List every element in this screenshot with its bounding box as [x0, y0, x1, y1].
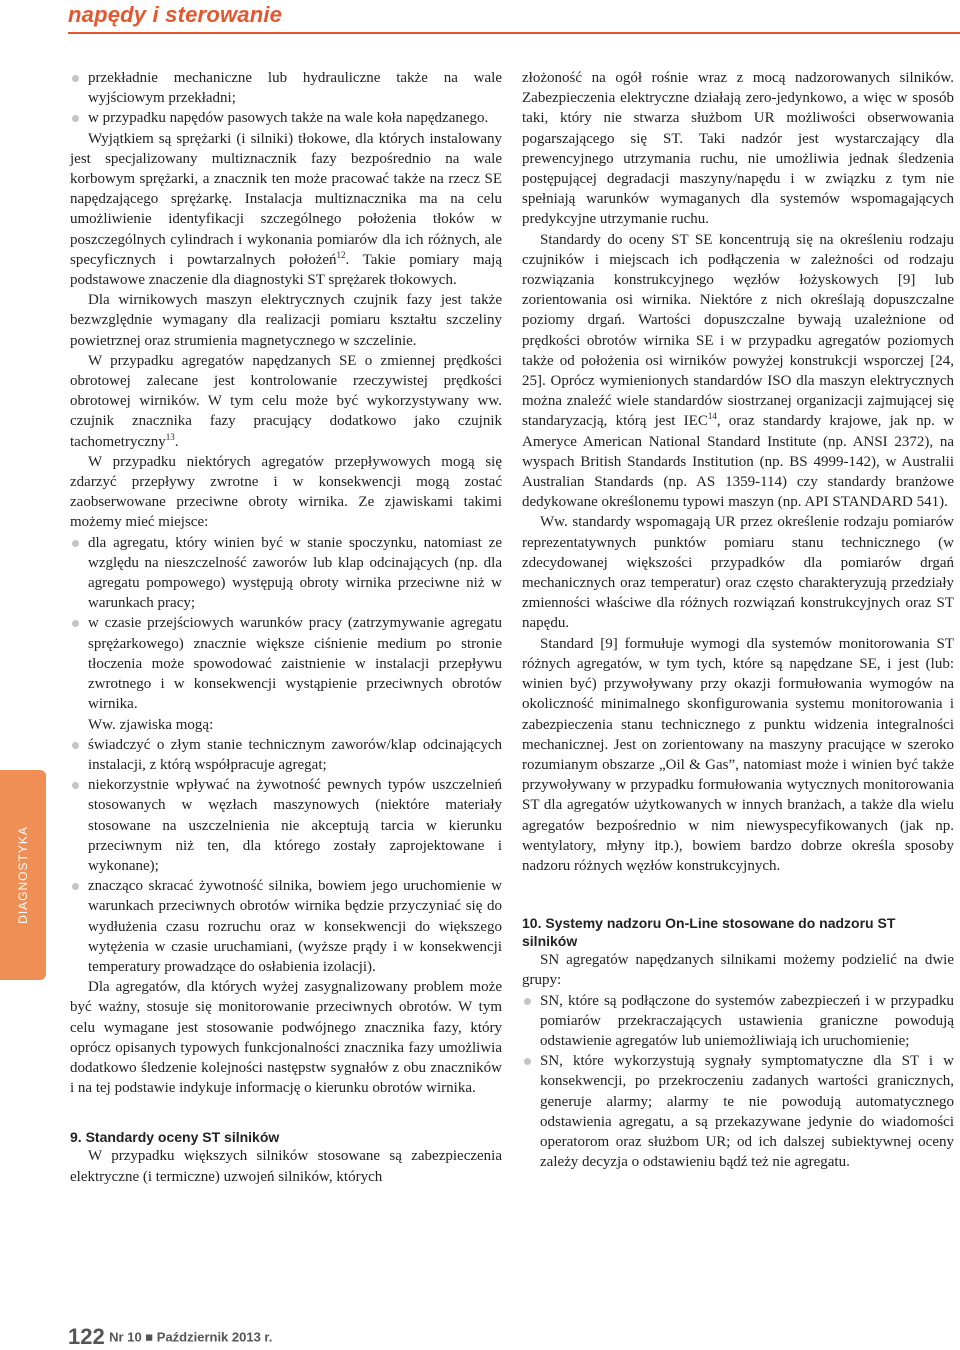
- list-item: dla agregatu, który winien być w stanie spoczynku, natomiast ze względu na nieszczelność zaworów lub klap odcinających (np. dla agregatu pompowego) występują obroty wirnika przeciwne niż w warunkach pracy;: [70, 533, 502, 614]
- list-item: SN, które wykorzystują sygnały symptomatyczne dla ST i w konsekwencji, po przekroczeniu zadanych wartości granicznych, generuje alarmy; alarmy te nie powodują automatycznego odstawienia agregatu, a są przekazywane jedynie do wiadomości operatorom oraz służbom UR; od ich dalszej subiektywnej oceny zależy decyzja o odstawieniu bądź też nie agregatu.: [522, 1051, 954, 1172]
- side-category-tab: [0, 770, 46, 980]
- paragraph: SN agregatów napędzanych silnikami możemy podzielić na dwie grupy:: [522, 952, 954, 989]
- paragraph-text: .: [174, 433, 179, 450]
- header-divider: [68, 32, 960, 34]
- paragraph-text: . Takie pomiary mają podstawowe znaczenie dla diagnostyki ST sprężarek tłokowych.: [70, 251, 503, 289]
- list-item: świadczyć o złym stanie technicznym zaworów/klap odcinających instalacji, z którą współpracuje agregat;: [70, 735, 502, 775]
- paragraph: Standard [9] formułuje wymogi dla systemów monitorowania ST różnych agregatów, w tym tych, które są napędzane SE, i jest (lub: winien być) przywoływany przy okazji formułowania wymogów na okoliczność minimalnego skonfigurowania systemu monitorowania i zabezpieczenia stanu technicznego z punktu widzenia integralności mechanicznej. Jest on zorientowany na maszyny pracujące w szeroko rozumianym obszarze „Oil & Gas”, natomiast może i winien być także przywoływany w przypadku formułowania wytycznych monitorowania ST dla agregatów użytkowanych w innych branżach, a także dla wielu agregatów bezpośrednio w nim niewyspecyfikowanych (jak np. wentylatory, młyny itp.), bowiem bardzo dobrze określa sposoby nadzoru różnych węzłów konstrukcyjnych.: [522, 635, 954, 874]
- paragraph-text: W przypadku agregatów napędzanych SE o zmiennej prędkości obrotowej zalecane jest kontrolowanie rzeczywistej prędkości obrotowej wirników. W tym celu może być wykorzystywany ww. czujnik znacznika fazy pracujący dodatkowo jako czujnik tachometryczny: [70, 352, 502, 450]
- paragraph-text: Standardy do oceny ST SE koncentrują się na określeniu rodzaju czujników i miejscach ich podłączenia w zależności od rodzaju rozwiązania konstrukcyjnego węzłów łożyskowych [9] lub zorientowania osi wirnika. Niektóre z nich określają dopuszczalne poziomy drgań. Wartości dopuszczalne bywają uzależnione od prędkości obrotów wirnika SE i w przypadku agregatów poziomych także od położenia osi wirników powyżej konstrukcji wsporczej [24, 25]. Oprócz wymienionych standardów ISO dla maszyn elektrycznych można znaleźć wiele standardów siostrzanej organizacji zajmującej się standaryzacją, którą jest IEC: [522, 231, 954, 430]
- footnote-ref: 13: [165, 431, 175, 442]
- list-item: SN, które są podłączone do systemów zabezpieczeń i w przypadku pomiarów przekraczających ustawienia graniczne powodują odstawienie agregatów lub uniemożliwiają ich uruchomienie;: [522, 991, 954, 1052]
- paragraph: W przypadku niektórych agregatów przepływowych mogą się zdarzyć przepływy zwrotne i w konsekwencji mogą zostać zaobserwowane przeciwne obroty wirnika. Ze zjawiskami takimi możemy mieć miejsce:: [70, 453, 502, 531]
- list-item: w przypadku napędów pasowych także na wale koła napędzanego.: [70, 108, 502, 128]
- paragraph: [522, 230, 954, 513]
- bullet-list-top: [70, 68, 502, 129]
- paragraph: Dla agregatów, dla których wyżej zasygnalizowany problem może być ważny, stosuje się monitorowanie przeciwnych obrotów. W tym celu wymagane jest stosowanie podwójnego znacznika fazy, który oprócz opisanych typowych funkcjonalności znacznika fazy umożliwia dodatkowo śledzenie kolejności następstw sygnałów z obu znaczników i na tej podstawie indykuje informację o kierunku obrotów wirnika.: [70, 979, 502, 1097]
- paragraph: Ww. zjawiska mogą:: [88, 716, 214, 733]
- bullet-list-right: [522, 991, 954, 1173]
- page-number: 122: [68, 1324, 105, 1349]
- section-header-title: napędy i sterowanie: [68, 2, 283, 27]
- list-item: w czasie przejściowych warunków pracy (zatrzymywanie agregatu sprężarkowego) znacznie większe ciśnienie medium po stronie tłoczenia może spowodować zaistnienie w instalacji przepływu zwrotnego i w konsekwencji wystąpienie przeciwnych obrotów wirnika.: [70, 613, 502, 714]
- paragraph: W przypadku większych silników stosowane są zabezpieczenia elektryczne (i termiczne) uzwojeń silników, których: [70, 1148, 502, 1185]
- side-tab-label: DIAGNOSTYKA: [16, 826, 30, 924]
- list-item: niekorzystnie wpływać na żywotność pewnych typów uszczelnień stosowanych w węzłach maszynowych (niektóre materiały stosowane na uszczelnienia nie akceptują tarcia w kierunku przeciwnym niż ten, dla którego zostały zaprojektowane i wykonane);: [70, 775, 502, 876]
- section-9-heading: 9. Standardy oceny ST silników: [70, 1129, 280, 1146]
- footnote-ref: 14: [707, 411, 717, 422]
- list-item: przekładnie mechaniczne lub hydrauliczne także na wale wyjściowym przekładni;: [70, 68, 502, 108]
- left-column: [70, 68, 502, 1187]
- paragraph: złożoność na ogół rośnie wraz z mocą nadzorowanych silników. Zabezpieczenia elektryczne działają zero-jedynkowo, a więc w sposób taki, który nie stwarza służbom UR możliwości obserwowania pogarszającego się ST. Taki nadzór jest wystarczający dla prewencyjnego utrzymania ruchu, nie umożliwia jednak śledzenia postępującej degradacji maszyny/napędu i w związku z tym nie spełniają warunków wymaganych dla systemów wspomagających predykcyjne utrzymanie ruchu.: [522, 70, 954, 228]
- page-footer: [68, 1324, 272, 1350]
- paragraph: [70, 129, 502, 291]
- footnote-ref: 12: [336, 249, 346, 260]
- bullet-list-bottom: [70, 735, 502, 977]
- paragraph-text: , oraz standardy krajowe, jak np. w Ameryce American National Standard Institute (np. ANSI 2372), na wyspach British Standards Institution (np. BS 4999-142), w Australii Australian Standards (np. AS 1359-114) czy standardy branżowe dedykowane określonemu typowi maszyn (np. API STANDARD 541).: [522, 413, 954, 511]
- paragraph: [70, 351, 502, 452]
- paragraph: Dla wirnikowych maszyn elektrycznych czujnik fazy jest także bezwzględnie wymagany dla realizacji pomiaru kształtu szczeliny powietrznej oraz strumienia magnetycznego w szczelinie.: [70, 292, 502, 349]
- section-10-heading: 10. Systemy nadzoru On-Line stosowane do nadzoru ST silników: [522, 915, 896, 950]
- paragraph-text: Wyjątkiem są sprężarki (i silniki) tłokowe, dla których instalowany jest specjalizowany multiznacznik fazy bezpośrednio na wale korbowym sprężarki, a znacznik ten może pracować także na rzecz SE napędzającego sprężarkę. Instalacja multiznacznika ma na celu umożliwienie identyfikacji szczególnego położenia tłoków w poszczególnych cylindrach i wykonania pomiarów dla ich różnych, ale specyficznych i powtarzalnych położeń: [70, 130, 502, 268]
- right-column: [522, 68, 954, 1172]
- list-item: znacząco skracać żywotność silnika, bowiem jego uruchomienie w warunkach przeciwnych obrotów wirnika będzie przyczyniać się do wydłużenia czasu rozruchu oraz w konsekwencji do większego wytężenia w czasie uruchamiani, (wyższe prądy i w konsekwencji temperatury prowadzące do osłabienia izolacji).: [70, 876, 502, 977]
- bullet-list-mid: [70, 533, 502, 715]
- paragraph: Ww. standardy wspomagają UR przez określenie rodzaju pomiarów reprezentatywnych punktów pomiaru stanu technicznego (w zdecydowanej większości przypadków dla pomiarów drgań mechanicznych oraz temperatur) oraz często charakteryzują przedziały zmienności właściwe dla różnych rozwiązań konstrukcyjnych oraz ST napędu.: [522, 514, 954, 632]
- issue-info: Nr 10 ■ Październik 2013 r.: [109, 1329, 273, 1345]
